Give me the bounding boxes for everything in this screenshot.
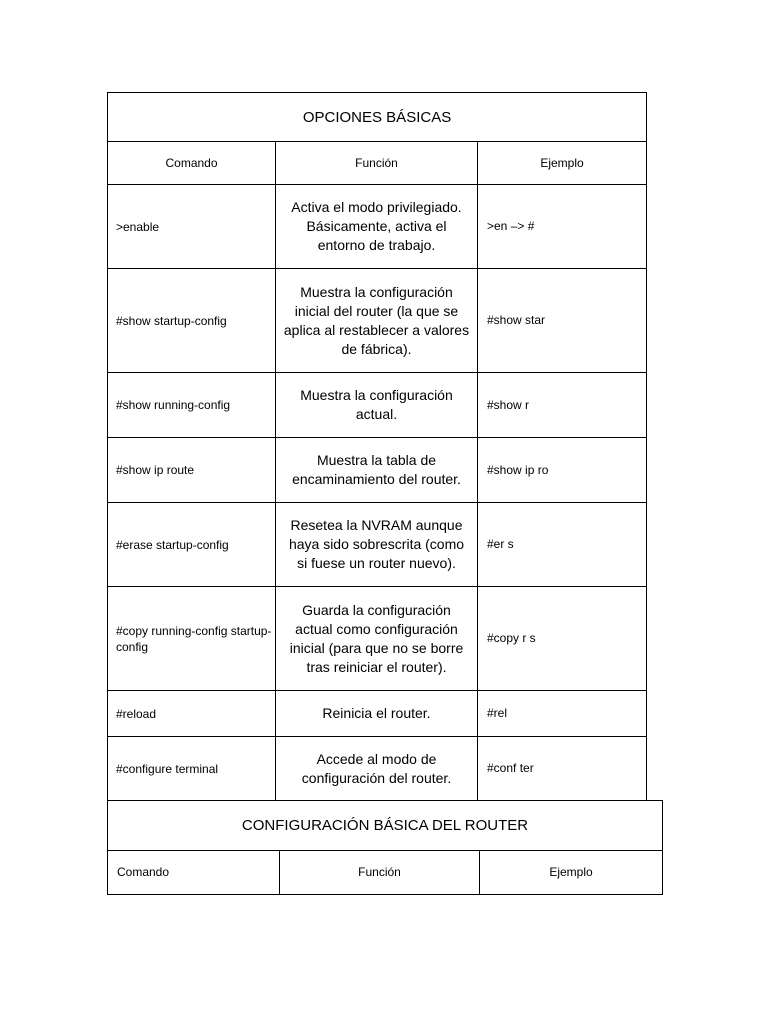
function-cell: Resetea la NVRAM aunque haya sido sobrescrita (como si fuese un router nuevo). [276,503,478,587]
table-row [108,737,647,801]
header-command: Comando [108,142,276,185]
command-cell: #show running-config [108,373,276,438]
example-cell: #rel [478,691,647,737]
header-function: Función [276,142,478,185]
header-example: Ejemplo [478,142,647,185]
function-cell: Muestra la tabla de encaminamiento del router. [276,438,478,503]
example-cell: >en –> # [478,185,647,269]
table-row [108,269,647,373]
command-cell: #configure terminal [108,737,276,801]
header-example: Ejemplo [480,851,663,895]
command-cell: >enable [108,185,276,269]
table-row [108,691,647,737]
example-cell: #show ip ro [478,438,647,503]
router-config-table [107,800,663,895]
table-title: OPCIONES BÁSICAS [108,93,647,142]
command-cell: #copy running-config startup-config [108,587,276,691]
example-cell: #copy r s [478,587,647,691]
table-row [108,185,647,269]
example-cell: #er s [478,503,647,587]
function-cell: Reinicia el router. [276,691,478,737]
function-cell: Muestra la configuración actual. [276,373,478,438]
table-header-row [108,142,647,185]
table-header-row [108,851,663,895]
example-cell: #show r [478,373,647,438]
table-row [108,503,647,587]
function-cell: Activa el modo privilegiado. Básicamente, activa el entorno de trabajo. [276,185,478,269]
table-row [108,373,647,438]
function-cell: Accede al modo de configuración del router. [276,737,478,801]
command-cell: #erase startup-config [108,503,276,587]
table-row [108,438,647,503]
table-title-row [108,801,663,851]
function-cell: Muestra la configuración inicial del router (la que se aplica al restablecer a valores de fábrica). [276,269,478,373]
header-function: Función [280,851,480,895]
example-cell: #conf ter [478,737,647,801]
table-row [108,587,647,691]
example-cell: #show star [478,269,647,373]
table-title: CONFIGURACIÓN BÁSICA DEL ROUTER [108,801,663,851]
header-command: Comando [108,851,280,895]
basic-options-table [107,92,647,801]
command-cell: #reload [108,691,276,737]
command-cell: #show ip route [108,438,276,503]
table-title-row [108,93,647,142]
function-cell: Guarda la configuración actual como configuración inicial (para que no se borre tras reiniciar el router). [276,587,478,691]
command-cell: #show startup-config [108,269,276,373]
